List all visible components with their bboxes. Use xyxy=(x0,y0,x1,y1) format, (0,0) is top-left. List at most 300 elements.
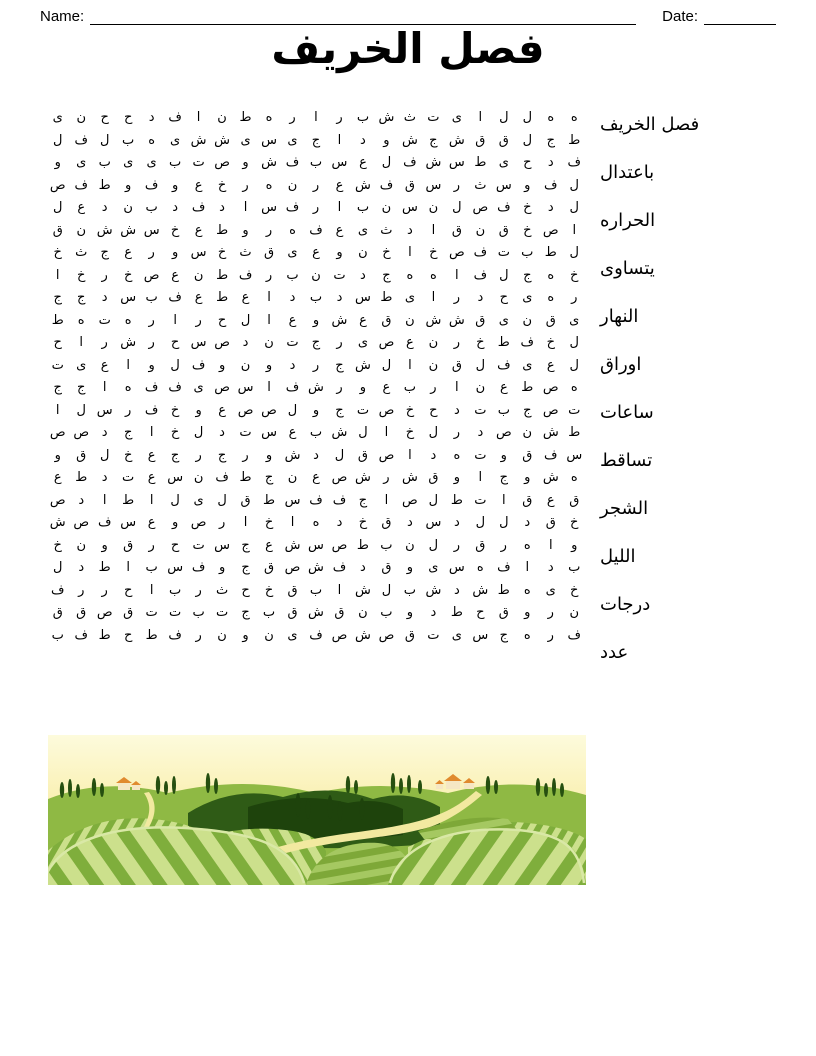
grid-letter: ع xyxy=(359,155,367,170)
grid-letter: ص xyxy=(378,402,395,418)
grid-letter: ص xyxy=(378,627,395,643)
grid-letter: خ xyxy=(123,267,133,283)
grid-letter: خ xyxy=(217,177,227,193)
grid-letter: ش xyxy=(425,582,442,598)
grid-letter: ع xyxy=(312,245,320,260)
grid-letter: د xyxy=(477,425,484,440)
grid-letter: ش xyxy=(378,110,395,125)
grid-letter: ص xyxy=(331,470,348,485)
grid-letter: و xyxy=(312,312,320,328)
grid-row xyxy=(46,422,586,445)
grid-letter: ه xyxy=(570,470,578,485)
grid-letter: ث xyxy=(215,582,229,598)
grid-letter: ر xyxy=(453,425,460,440)
grid-letter: ه xyxy=(289,222,296,238)
grid-letter: ه xyxy=(547,267,555,283)
grid-letter: ق xyxy=(545,515,556,530)
grid-letter: ع xyxy=(335,222,344,238)
grid-letter: س xyxy=(190,245,207,260)
grid-letter: ط xyxy=(474,155,487,170)
grid-letter: و xyxy=(383,132,390,148)
grid-letter: و xyxy=(218,357,226,373)
grid-letter: ط xyxy=(356,537,369,553)
grid-letter: ه xyxy=(476,560,484,575)
grid-letter: ت xyxy=(474,447,487,463)
grid-letter: ر xyxy=(312,177,320,193)
grid-letter: ج xyxy=(241,605,250,620)
grid-letter: ن xyxy=(428,357,439,373)
grid-letter: ر xyxy=(101,267,108,283)
grid-letter: د xyxy=(524,515,531,530)
grid-letter: ع xyxy=(147,447,156,463)
grid-letter: ب xyxy=(356,110,370,125)
grid-letter: ب xyxy=(169,155,182,170)
grid-letter: ا xyxy=(455,380,459,395)
grid-letter: ل xyxy=(569,335,579,350)
grid-letter: ر xyxy=(195,627,202,643)
grid-letter: ه xyxy=(406,267,414,283)
grid-letter: ا xyxy=(548,537,553,553)
grid-letter: ه xyxy=(265,110,273,125)
grid-letter: ط xyxy=(122,492,135,508)
grid-letter: ت xyxy=(169,605,182,620)
grid-letter: ا xyxy=(337,200,342,215)
grid-letter: ص xyxy=(542,380,559,395)
grid-letter: ب xyxy=(380,605,393,620)
grid-letter: ل xyxy=(475,357,486,373)
grid-letter: و xyxy=(242,222,249,238)
grid-letter: د xyxy=(430,605,437,620)
grid-letter: ص xyxy=(261,402,277,418)
grid-letter: ت xyxy=(192,537,205,553)
grid-letter: د xyxy=(547,200,554,215)
grid-letter: س xyxy=(566,447,583,463)
grid-letter: ش xyxy=(331,312,348,328)
grid-letter: ح xyxy=(523,155,532,170)
grid-letter: ل xyxy=(428,492,439,508)
grid-letter: ص xyxy=(402,492,418,508)
grid-letter: ل xyxy=(381,582,392,598)
grid-letter: خ xyxy=(570,582,579,598)
grid-letter: خ xyxy=(53,245,62,260)
grid-letter: ص xyxy=(214,155,230,170)
grid-letter: س xyxy=(472,627,489,643)
grid-letter: د xyxy=(148,110,155,125)
grid-letter: ت xyxy=(333,267,346,283)
grid-letter: د xyxy=(101,200,108,215)
grid-letter: ق xyxy=(428,470,439,485)
grid-row xyxy=(46,400,586,423)
grid-letter: ط xyxy=(521,380,534,395)
grid-letter: ر xyxy=(312,200,320,215)
grid-letter: ش xyxy=(120,335,137,350)
grid-letter: ى xyxy=(545,582,556,598)
grid-letter: ع xyxy=(406,335,414,350)
grid-letter: ا xyxy=(431,222,436,238)
grid-row xyxy=(46,377,586,400)
grid-letter: و xyxy=(218,560,226,575)
grid-letter: ط xyxy=(98,627,111,643)
grid-letter: ا xyxy=(384,425,389,440)
grid-letter: ج xyxy=(123,425,133,440)
grid-letter: ى xyxy=(170,132,181,148)
grid-letter: ط xyxy=(51,312,64,328)
grid-letter: ل xyxy=(499,515,509,530)
grid-letter: ج xyxy=(264,470,274,485)
grid-letter: ع xyxy=(53,470,62,485)
word-list-item: النهار xyxy=(600,306,639,327)
grid-letter: ش xyxy=(120,222,137,238)
grid-letter: ع xyxy=(147,515,156,530)
grid-letter: خ xyxy=(264,582,274,598)
grid-letter: ن xyxy=(405,537,415,553)
grid-letter: ب xyxy=(568,560,581,575)
grid-letter: ن xyxy=(311,267,321,283)
grid-letter: ا xyxy=(55,267,60,283)
grid-letter: ف xyxy=(403,155,417,170)
grid-letter: ف xyxy=(520,335,535,350)
grid-letter: ع xyxy=(218,402,226,418)
grid-letter: ع xyxy=(546,357,555,373)
grid-letter: ف xyxy=(215,470,229,485)
grid-letter: ف xyxy=(473,245,488,260)
grid-letter: د xyxy=(289,357,296,373)
grid-letter: ب xyxy=(262,605,276,620)
grid-letter: ن xyxy=(264,627,274,643)
grid-letter: ا xyxy=(267,380,271,395)
grid-letter: ف xyxy=(379,177,394,193)
grid-letter: ف xyxy=(74,627,88,643)
grid-letter: ج xyxy=(358,492,368,508)
grid-letter: ق xyxy=(76,605,87,620)
grid-letter: خ xyxy=(358,515,368,530)
grid-letter: و xyxy=(242,627,249,643)
grid-letter: ن xyxy=(428,200,439,215)
grid-letter: ف xyxy=(567,627,581,643)
grid-letter: ق xyxy=(287,582,298,598)
grid-letter: ط xyxy=(450,492,463,508)
grid-letter: ف xyxy=(544,447,558,463)
grid-letter: س xyxy=(331,155,348,170)
grid-letter: ع xyxy=(194,177,203,193)
grid-letter: ح xyxy=(53,335,62,350)
grid-letter: د xyxy=(242,335,249,350)
grid-letter: ف xyxy=(497,200,511,215)
grid-letter: ش xyxy=(355,470,371,485)
grid-letter: ش xyxy=(308,380,324,395)
grid-letter: ر xyxy=(78,582,85,598)
grid-letter: ى xyxy=(522,290,533,305)
grid-letter: ف xyxy=(191,357,206,373)
grid-letter: خ xyxy=(382,245,391,260)
grid-letter: ف xyxy=(497,357,511,373)
grid-letter: ج xyxy=(523,267,532,283)
grid-letter: ط xyxy=(450,605,463,620)
grid-row xyxy=(46,287,586,310)
grid-letter: ع xyxy=(171,267,179,283)
grid-letter: خ xyxy=(264,515,274,530)
grid-letter: ى xyxy=(146,155,157,170)
grid-letter: د xyxy=(78,492,85,508)
grid-letter: ف xyxy=(285,380,300,395)
grid-letter: ح xyxy=(241,582,250,598)
grid-row xyxy=(46,107,586,130)
grid-letter: ف xyxy=(285,155,300,170)
grid-letter: ا xyxy=(149,492,154,508)
grid-letter: و xyxy=(171,245,179,260)
grid-letter: د xyxy=(547,155,554,170)
grid-letter: ن xyxy=(569,605,580,620)
grid-letter: ع xyxy=(288,425,297,440)
grid-letter: ج xyxy=(546,132,555,148)
grid-letter: س xyxy=(214,537,231,553)
grid-letter: د xyxy=(336,515,343,530)
grid-letter: ج xyxy=(429,132,438,148)
grid-letter: ق xyxy=(52,222,63,238)
grid-letter: ق xyxy=(451,357,462,373)
grid-letter: و xyxy=(125,177,132,193)
grid-letter: ا xyxy=(431,290,436,305)
grid-letter: ق xyxy=(475,312,486,328)
grid-letter: ق xyxy=(52,605,63,620)
grid-letter: ا xyxy=(337,582,342,598)
grid-row xyxy=(46,265,586,288)
grid-letter: ش xyxy=(214,132,231,148)
grid-letter: ط xyxy=(497,582,510,598)
page-title: فصل الخريف xyxy=(271,24,545,73)
grid-row xyxy=(46,197,586,220)
grid-row xyxy=(46,602,586,625)
grid-letter: ط xyxy=(380,290,393,305)
grid-letter: خ xyxy=(170,402,180,418)
grid-letter: ص xyxy=(542,222,559,238)
grid-letter: س xyxy=(96,402,113,418)
grid-row xyxy=(46,557,586,580)
grid-letter: ل xyxy=(569,200,579,215)
grid-letter: ب xyxy=(521,245,534,260)
grid-letter: ا xyxy=(243,515,248,530)
grid-letter: خ xyxy=(523,222,532,238)
grid-letter: ش xyxy=(355,582,371,598)
grid-letter: ر xyxy=(336,335,343,350)
grid-letter: ج xyxy=(100,245,109,260)
grid-letter: ى xyxy=(451,110,462,125)
word-list-item: الشجر xyxy=(600,498,649,519)
grid-letter: ت xyxy=(474,402,487,418)
grid-letter: ب xyxy=(286,267,299,283)
grid-row xyxy=(46,355,586,378)
grid-letter: ر xyxy=(453,177,460,193)
grid-letter: د xyxy=(407,222,413,238)
grid-letter: س xyxy=(401,200,418,215)
grid-letter: س xyxy=(261,132,277,148)
grid-letter: ش xyxy=(284,537,301,553)
grid-letter: س xyxy=(448,155,465,170)
grid-letter: ا xyxy=(126,357,130,373)
grid-letter: ر xyxy=(547,627,554,643)
grid-letter: ى xyxy=(522,357,533,373)
grid-letter: ط xyxy=(239,470,252,485)
grid-letter: خ xyxy=(123,447,133,463)
grid-letter: ج xyxy=(53,380,62,395)
grid-letter: ه xyxy=(265,177,273,193)
grid-letter: ر xyxy=(383,470,390,485)
grid-letter: س xyxy=(190,335,207,350)
grid-letter: ف xyxy=(97,515,112,530)
grid-letter: ن xyxy=(287,470,298,485)
grid-letter: ت xyxy=(122,470,135,485)
grid-letter: ط xyxy=(75,470,88,485)
grid-letter: ت xyxy=(192,155,205,170)
grid-letter: ب xyxy=(145,560,158,575)
grid-letter: ف xyxy=(473,267,488,283)
grid-letter: ر xyxy=(289,110,296,125)
grid-letter: ص xyxy=(378,447,395,463)
grid-letter: ع xyxy=(335,177,344,193)
grid-letter: د xyxy=(101,290,108,305)
grid-letter: س xyxy=(167,560,184,575)
grid-letter: ج xyxy=(241,537,250,553)
grid-letter: س xyxy=(261,425,277,440)
grid-letter: و xyxy=(101,537,108,553)
grid-letter: ق xyxy=(545,312,556,328)
grid-row xyxy=(46,512,586,535)
grid-letter: ى xyxy=(240,132,251,148)
grid-letter: و xyxy=(500,447,507,463)
grid-letter: ط xyxy=(216,267,229,283)
grid-letter: ش xyxy=(401,470,418,485)
grid-row xyxy=(46,445,586,468)
grid-letter: ن xyxy=(123,200,133,215)
grid-letter: ح xyxy=(499,290,509,305)
grid-row xyxy=(46,490,586,513)
grid-letter: ح xyxy=(170,335,180,350)
grid-letter: ن xyxy=(522,425,533,440)
grid-letter: ت xyxy=(98,312,111,328)
grid-letter: ى xyxy=(498,312,509,328)
grid-letter: ن xyxy=(405,312,415,328)
grid-letter: ب xyxy=(309,290,323,305)
grid-letter: ج xyxy=(77,290,86,305)
grid-letter: ر xyxy=(547,605,554,620)
word-list-item: الحراره xyxy=(600,210,656,231)
grid-letter: ع xyxy=(194,290,203,305)
grid-letter: ق xyxy=(404,177,415,193)
grid-letter: ف xyxy=(168,290,182,305)
grid-letter: ل xyxy=(170,357,180,373)
grid-letter: خ xyxy=(170,222,180,238)
grid-letter: ج xyxy=(241,560,250,575)
grid-letter: ب xyxy=(98,155,111,170)
grid-letter: ا xyxy=(525,560,530,575)
grid-letter: ا xyxy=(502,492,506,508)
grid-letter: ب xyxy=(309,425,323,440)
grid-letter: ر xyxy=(265,222,273,238)
grid-letter: خ xyxy=(53,537,62,553)
grid-letter: ف xyxy=(285,200,300,215)
grid-letter: ب xyxy=(497,402,510,418)
grid-letter: ه xyxy=(77,312,85,328)
grid-letter: س xyxy=(237,380,254,395)
grid-letter: ق xyxy=(475,537,486,553)
grid-letter: ص xyxy=(214,335,230,350)
grid-letter: ر xyxy=(453,335,460,350)
grid-letter: ق xyxy=(404,627,415,643)
grid-letter: ل xyxy=(452,200,462,215)
grid-letter: ت xyxy=(286,335,299,350)
grid-letter: ج xyxy=(311,132,321,148)
grid-letter: ص xyxy=(49,177,66,193)
grid-letter: خ xyxy=(405,402,415,418)
grid-letter: ش xyxy=(425,312,442,328)
grid-letter: د xyxy=(313,447,319,463)
word-list-item: الليل xyxy=(600,546,636,567)
grid-letter: ح xyxy=(429,402,438,418)
grid-letter: خ xyxy=(405,425,415,440)
grid-letter: ش xyxy=(472,582,489,598)
grid-letter: ث xyxy=(239,245,252,260)
grid-letter: ر xyxy=(265,267,273,283)
grid-letter: د xyxy=(101,425,108,440)
grid-letter: ق xyxy=(381,312,392,328)
grid-letter: ر xyxy=(336,380,343,395)
grid-letter: ص xyxy=(73,515,90,530)
grid-letter: ق xyxy=(522,447,533,463)
grid-letter: ج xyxy=(217,447,227,463)
grid-letter: ع xyxy=(499,380,508,395)
grid-letter: ق xyxy=(498,222,509,238)
grid-letter: ش xyxy=(542,470,559,485)
grid-letter: ث xyxy=(75,245,88,260)
grid-letter: ن xyxy=(240,357,251,373)
grid-letter: ل xyxy=(99,447,110,463)
grid-letter: د xyxy=(78,560,85,575)
grid-letter: ب xyxy=(380,537,393,553)
grid-letter: ى xyxy=(569,312,580,328)
grid-letter: د xyxy=(336,290,343,305)
grid-letter: ن xyxy=(217,627,227,643)
grid-letter: خ xyxy=(217,245,227,260)
grid-letter: ر xyxy=(195,447,202,463)
grid-letter: و xyxy=(54,447,61,463)
grid-letter: ع xyxy=(124,245,133,260)
grid-letter: ش xyxy=(401,132,418,148)
grid-letter: ش xyxy=(542,425,559,440)
grid-letter: ا xyxy=(408,447,412,463)
grid-letter: خ xyxy=(476,335,485,350)
grid-letter: ل xyxy=(381,357,392,373)
grid-letter: ص xyxy=(331,627,348,643)
grid-letter: ق xyxy=(498,132,509,148)
grid-letter: ا xyxy=(196,110,201,125)
grid-letter: ش xyxy=(425,155,442,170)
grid-letter: ر xyxy=(148,245,155,260)
grid-letter: و xyxy=(359,380,367,395)
grid-letter: ا xyxy=(243,200,248,215)
grid-letter: ب xyxy=(309,582,323,598)
grid-letter: س xyxy=(167,470,184,485)
grid-letter: ب xyxy=(192,605,205,620)
grid-letter: ف xyxy=(191,560,206,575)
grid-letter: ى xyxy=(193,492,204,508)
grid-letter: ن xyxy=(217,110,227,125)
grid-letter: ف xyxy=(309,222,323,238)
grid-letter: ر xyxy=(242,177,249,193)
grid-letter: ث xyxy=(474,177,487,193)
grid-letter: ل xyxy=(569,245,579,260)
grid-letter: ط xyxy=(216,290,229,305)
date-blank-line xyxy=(704,6,776,25)
